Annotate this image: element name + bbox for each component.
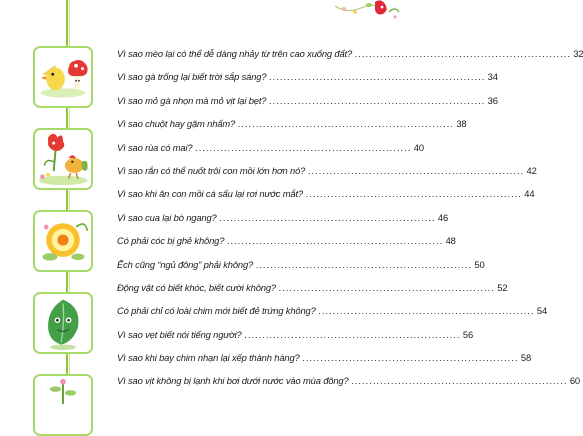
- toc-leader-dots: [306, 188, 522, 199]
- toc-entry-title: Vì sao khi bay chim nhạn lại xếp thành hàng?: [117, 352, 300, 364]
- toc-entry-title: Vì sao gà trống lại biết trời sắp sáng?: [117, 71, 267, 83]
- toc-entry-title: Vì sao khi ăn con mồi cá sấu lại rơi nước mắt?: [117, 188, 303, 200]
- toc-entry[interactable]: [117, 141, 424, 165]
- floral-decoration-icon: [335, 0, 400, 22]
- toc-entry-title: Vì sao rắn có thể nuốt trôi con mồi lớn hơn nó?: [117, 164, 306, 176]
- toc-entry-title: Vì sao mèo lại có thể dễ dàng nhảy từ trên cao xuống đất?: [117, 48, 353, 59]
- toc-leader-dots: [355, 48, 571, 59]
- toc-entry-page: 54: [536, 305, 548, 317]
- toc-entry[interactable]: [117, 118, 467, 141]
- toc-entry-page: 44: [524, 188, 535, 200]
- toc-leader-dots: [195, 142, 411, 153]
- toc-entry-page: 36: [487, 94, 498, 106]
- toc-entry[interactable]: [117, 235, 456, 258]
- green-leaf-creature-illustration-icon: [35, 294, 91, 352]
- toc-entry-title: Có phải chỉ có loài chim mới biết đẻ trứng không?: [117, 305, 316, 317]
- toc-entry-page: 48: [445, 235, 456, 247]
- toc-leader-dots: [352, 375, 568, 386]
- toc-leader-dots: [319, 305, 535, 316]
- toc-leader-dots: [269, 71, 485, 82]
- toc-entry-title: Vì sao mỏ gà nhọn mà mỏ vịt lại bẹt?: [117, 94, 267, 106]
- toc-entry-title: Ếch cũng “ngủ đông” phải không?: [117, 258, 254, 270]
- toc-entry-title: Có phải cóc bị ghẻ không?: [117, 235, 225, 247]
- toc-entry-page: 46: [437, 211, 449, 223]
- toc-entry-page: 34: [487, 71, 498, 83]
- toc-entry-page: 56: [462, 328, 474, 340]
- toc-entry-title: Động vật có biết khóc, biết cười không?: [117, 281, 276, 293]
- toc-entry-page: 42: [526, 164, 537, 176]
- thumb-flower-sprig: [33, 374, 93, 436]
- thumb-leaf-creature: [33, 292, 93, 354]
- toc-entry-title: Vì sao chuột hay gặm nhấm?: [117, 118, 236, 130]
- thumb-chick: [33, 46, 93, 108]
- chick-and-mushroom-illustration-icon: [35, 48, 91, 106]
- flower-sprig-illustration-icon: [35, 376, 91, 434]
- toc-entry[interactable]: [117, 94, 498, 118]
- toc-leader-dots: [303, 352, 519, 363]
- toc-leader-dots: [238, 118, 454, 129]
- toc-leader-dots: [256, 259, 472, 270]
- thumb-orange-blossom: [33, 210, 93, 272]
- toc-leader-dots: [227, 235, 443, 246]
- toc-entry-page: 58: [520, 352, 532, 364]
- toc-entry-page: 52: [497, 281, 508, 293]
- toc-leader-dots: [220, 212, 436, 223]
- toc-entry[interactable]: [117, 352, 532, 375]
- rooster-and-flowers-illustration-icon: [35, 130, 91, 188]
- toc-entry[interactable]: [117, 48, 583, 71]
- orange-blossom-illustration-icon: [35, 212, 91, 270]
- toc-leader-dots: [308, 165, 524, 176]
- thumb-rooster: [33, 128, 93, 190]
- toc-entry-title: Vì sao vịt không bị lạnh khi bơi dưới nước vào mùa đông?: [117, 375, 349, 387]
- toc-entry-page: 38: [456, 118, 467, 130]
- toc-entry[interactable]: [117, 328, 474, 352]
- toc-entry[interactable]: [117, 258, 485, 282]
- toc-entry-page: 32: [573, 48, 583, 59]
- toc-entry[interactable]: [117, 211, 449, 235]
- toc-entry-title: Vì sao vẹt biết nói tiếng người?: [117, 328, 242, 340]
- toc-entry-page: 50: [474, 258, 485, 270]
- toc-entry[interactable]: [117, 164, 537, 188]
- toc-entry-title: Vì sao rùa có mai?: [117, 141, 193, 153]
- toc-entry[interactable]: [117, 71, 498, 94]
- toc-entry-page: 60: [569, 375, 580, 387]
- toc-leader-dots: [269, 95, 485, 106]
- toc-entry[interactable]: [117, 305, 548, 328]
- table-of-contents: [117, 48, 583, 399]
- toc-leader-dots: [279, 282, 495, 293]
- toc-leader-dots: [245, 329, 461, 340]
- toc-entry[interactable]: [117, 188, 535, 211]
- toc-entry-page: 40: [413, 141, 424, 153]
- toc-entry-title: Vì sao cua lại bò ngang?: [117, 211, 217, 223]
- toc-entry[interactable]: [117, 375, 580, 398]
- toc-entry[interactable]: [117, 281, 508, 305]
